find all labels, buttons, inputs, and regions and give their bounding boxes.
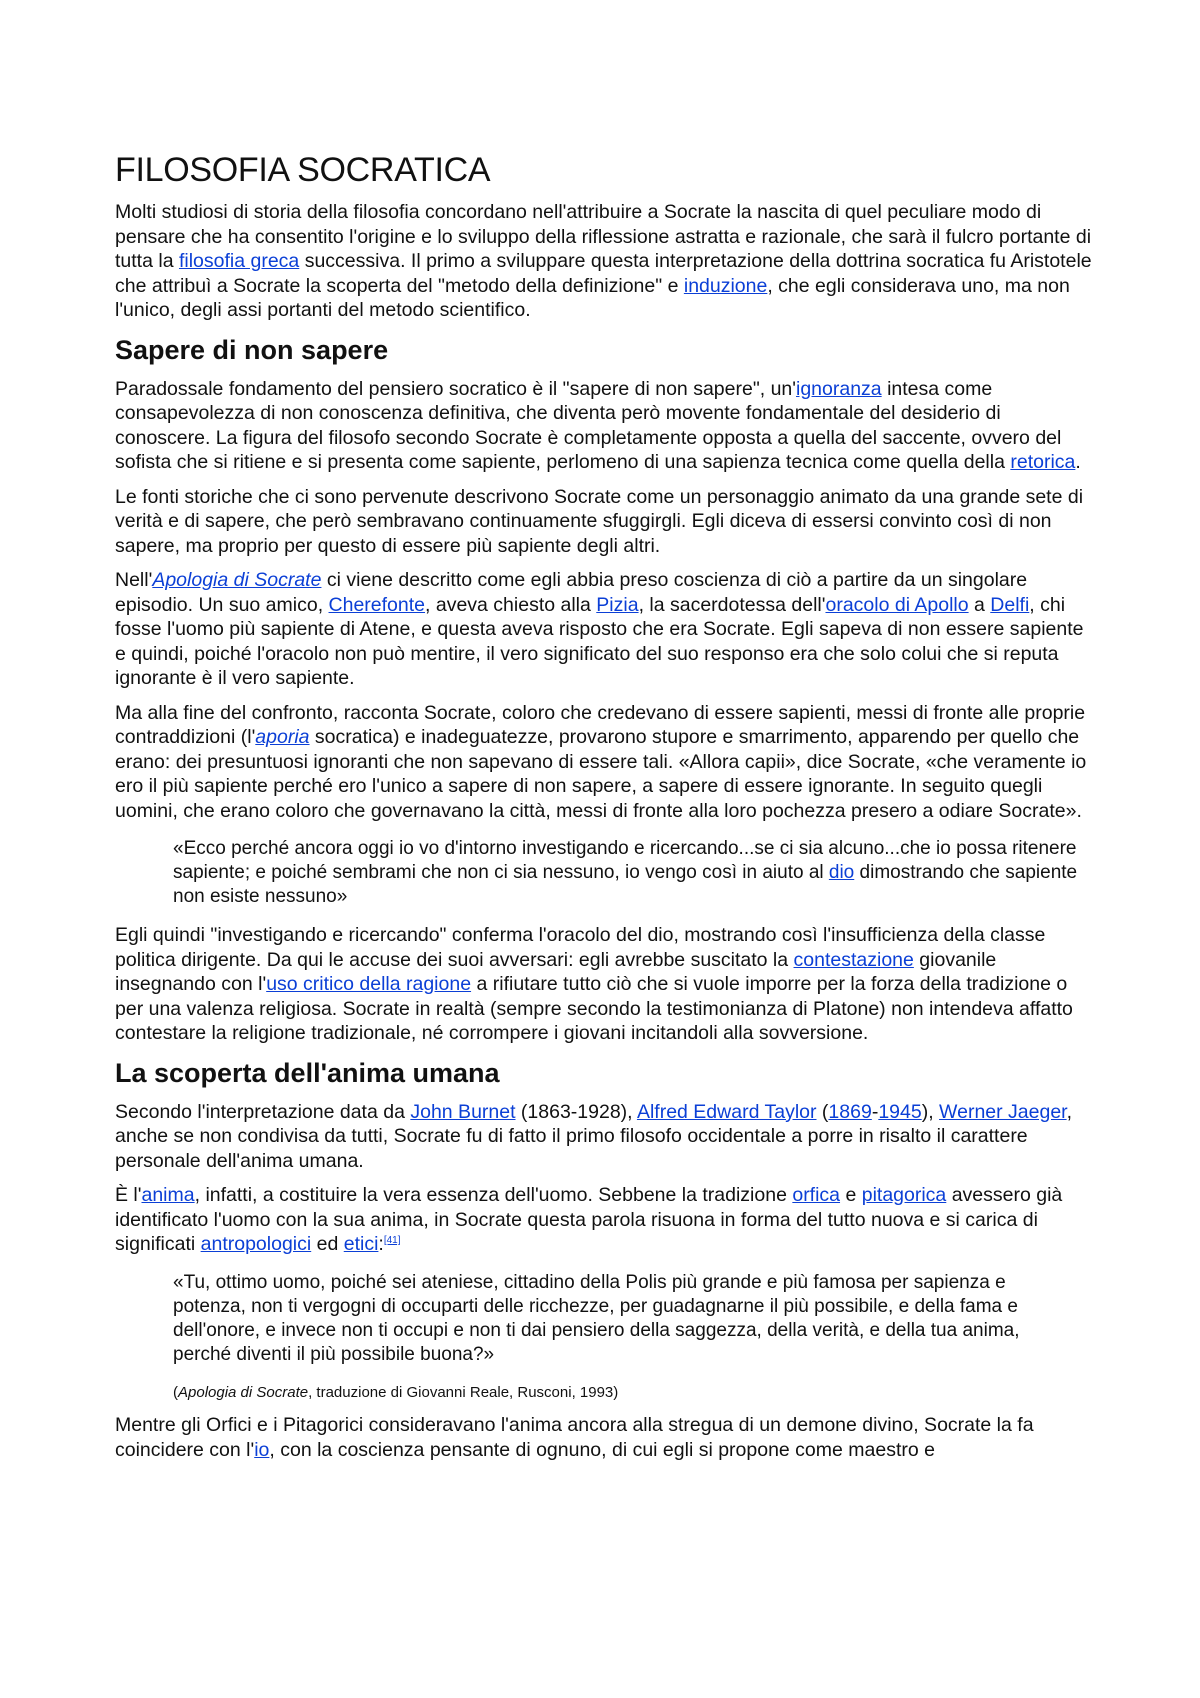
link-john-burnet[interactable]: John Burnet: [410, 1100, 516, 1123]
section-heading-anima: La scoperta dell'anima umana: [115, 1057, 500, 1088]
link-retorica[interactable]: retorica: [1010, 451, 1076, 473]
link-delfi[interactable]: Delfi: [990, 593, 1030, 616]
paragraph: Le fonti storiche che ci sono pervenute descrivono Socrate come un personaggio animato da una grande sete di verità e di sapere, che però sembravano continuamente sfuggirgli. Egli diceva di essersi convinto così di non sapere, ma proprio per questo di essere più sapiente degli altri.: [115, 485, 1084, 557]
paragraph: Nell'Apologia di Socrate ci viene descritto come egli abbia preso coscienza di ciò a partire da un singolare episodio. Un suo amico, Cherefonte, aveva chiesto alla Pizia, la sacerdotessa dell'oracolo di Apollo a Delfi, chi fosse l'uomo più sapiente di Atene, e questa aveva risposto che era Socrate. Egli sapeva di non essere sapiente e quindi, poiché l'oracolo non può mentire, il vero significato del suo responso era che solo colui che si reputa ignorante è il vero sapiente.: [115, 569, 1084, 689]
link-anima[interactable]: anima: [141, 1184, 195, 1206]
link-pizia[interactable]: Pizia: [596, 593, 639, 616]
link-pitagorica[interactable]: pitagorica: [861, 1184, 947, 1206]
link-antropologici[interactable]: antropologici: [200, 1233, 312, 1255]
paragraph: Secondo l'interpretazione data da John Burnet (1863-1928), Alfred Edward Taylor (1869-1945), Werner Jaeger, anche se non condivisa da tutti, Socrate fu di fatto il primo filosofo occidentale a porre in risalto il carattere personale dell'anima umana.: [115, 1100, 1073, 1172]
document-page: [115, 150, 1095, 1472]
page-title: FILOSOFIA SOCRATICA: [115, 151, 491, 189]
link-etici[interactable]: etici: [343, 1233, 379, 1255]
paragraph: Egli quindi "investigando e ricercando" conferma l'oracolo del dio, mostrando così l'insufficienza della classe politica dirigente. Da qui le accuse dei suoi avversari: egli avrebbe suscitato la contestazione giovanile insegnando con l'uso critico della ragione a rifiutare tutto ciò che si vuole imporre per la forza della tradizione o per una valenza religiosa. Socrate in realtà (sempre secondo la testimonianza di Platone) non intendeva affatto contestare la religione tradizionale, né corrompere i giovani incitandoli alla sovversione.: [115, 924, 1073, 1044]
quote-citation: (Apologia di Socrate, traduzione di Giovanni Reale, Rusconi, 1993): [173, 1383, 619, 1401]
link-orfica[interactable]: orfica: [792, 1184, 841, 1206]
link-ignoranza[interactable]: ignoranza: [796, 377, 882, 400]
section-heading-sapere: Sapere di non sapere: [115, 334, 389, 365]
link-1869[interactable]: 1869: [828, 1100, 872, 1123]
paragraph: Paradossale fondamento del pensiero socratico è il "sapere di non sapere", un'ignoranza intesa come consapevolezza di non conoscenza definitiva, che diventa però movente fondamentale del desiderio di conoscere. La figura del filosofo secondo Socrate è completamente opposta a quella del saccente, ovvero del sofista che si ritiene e si presenta come sapiente, perlomeno di una sapienza tecnica come quella della retorica.: [115, 377, 1081, 473]
paragraph: È l'anima, infatti, a costituire la vera essenza dell'uomo. Sebbene la tradizione orfica e pitagorica avessero già identificato l'uomo con la sua anima, in Socrate questa parola risuona in forma del tutto nuova e si carica di significati antropologici ed etici:[41]: [115, 1184, 1063, 1255]
link-filosofia-greca[interactable]: filosofia greca: [178, 250, 300, 272]
paragraph: Mentre gli Orfici e i Pitagorici consideravano l'anima ancora alla stregua di un demone divino, Socrate la fa coincidere con l'io, con la coscienza pensante di ognuno, di cui egli si propone come maestro e: [115, 1414, 1034, 1461]
link-induzione[interactable]: induzione: [683, 274, 768, 297]
link-1945[interactable]: 1945: [878, 1100, 922, 1123]
link-werner-jaeger[interactable]: Werner Jaeger: [939, 1100, 1067, 1123]
blockquote: «Ecco perché ancora oggi io vo d'intorno investigando e ricercando...se ci sia alcuno...che io possa ritenere sapiente; e poiché sembrami che non ci sia nessuno, io vengo così in aiuto al dio dimostrando che sapiente non esiste nessuno»: [173, 838, 1078, 907]
paragraph: Ma alla fine del confronto, racconta Socrate, coloro che credevano di essere sapienti, messi di fronte alle proprie contraddizioni (l'aporia socratica) e inadeguatezze, provarono stupore e smarrimento, apparendo per quello che erano: dei presuntuosi ignoranti che non sapevano di essere tali. «Allora capii», dice Socrate, «che veramente io ero il più sapiente perché ero l'unico a sapere di non sapere, a sapere di essere ignorante. In seguito quegli uomini, che erano coloro che governavano la città, messi di fronte alla loro pochezza presero a odiare Socrate».: [115, 701, 1087, 822]
link-uso-critico-della-ragione[interactable]: uso critico della ragione: [266, 973, 472, 995]
link-dio[interactable]: dio: [828, 862, 855, 883]
link-oracolo-di-apollo[interactable]: oracolo di Apollo: [825, 593, 969, 616]
link-contestazione[interactable]: contestazione: [793, 948, 914, 971]
footnote-ref[interactable]: [41]: [383, 1235, 401, 1246]
link-aporia[interactable]: aporia: [255, 726, 310, 748]
intro-paragraph: Molti studiosi di storia della filosofia concordano nell'attribuire a Socrate la nascita di quel peculiare modo di pensare che ha consentito l'origine e lo sviluppo della riflessione astratta e razionale, che sarà il fulcro portante di tutta la filosofia greca successiva. Il primo a sviluppare questa interpretazione della dottrina socratica fu Aristotele che attribuì a Socrate la scoperta del "metodo della definizione" e induzione, che egli considerava uno, ma non l'unico, degli assi portanti del metodo scientifico.: [115, 201, 1092, 321]
link-alfred-edward-taylor[interactable]: Alfred Edward Taylor: [636, 1100, 817, 1123]
link-apologia-di-socrate[interactable]: Apologia di Socrate: [152, 569, 322, 591]
link-io[interactable]: io: [254, 1438, 270, 1461]
blockquote: «Tu, ottimo uomo, poiché sei ateniese, cittadino della Polis più grande e più famosa per sapienza e potenza, non ti vergogni di occuparti delle ricchezze, per guadagnarne il più possibile, e della fama e dell'onore, e invece non ti occupi e non ti dai pensiero della saggezza, della verità, e della tua anima, perché diventi il più possibile buona?»: [173, 1271, 1020, 1365]
link-cherefonte[interactable]: Cherefonte: [328, 593, 426, 616]
